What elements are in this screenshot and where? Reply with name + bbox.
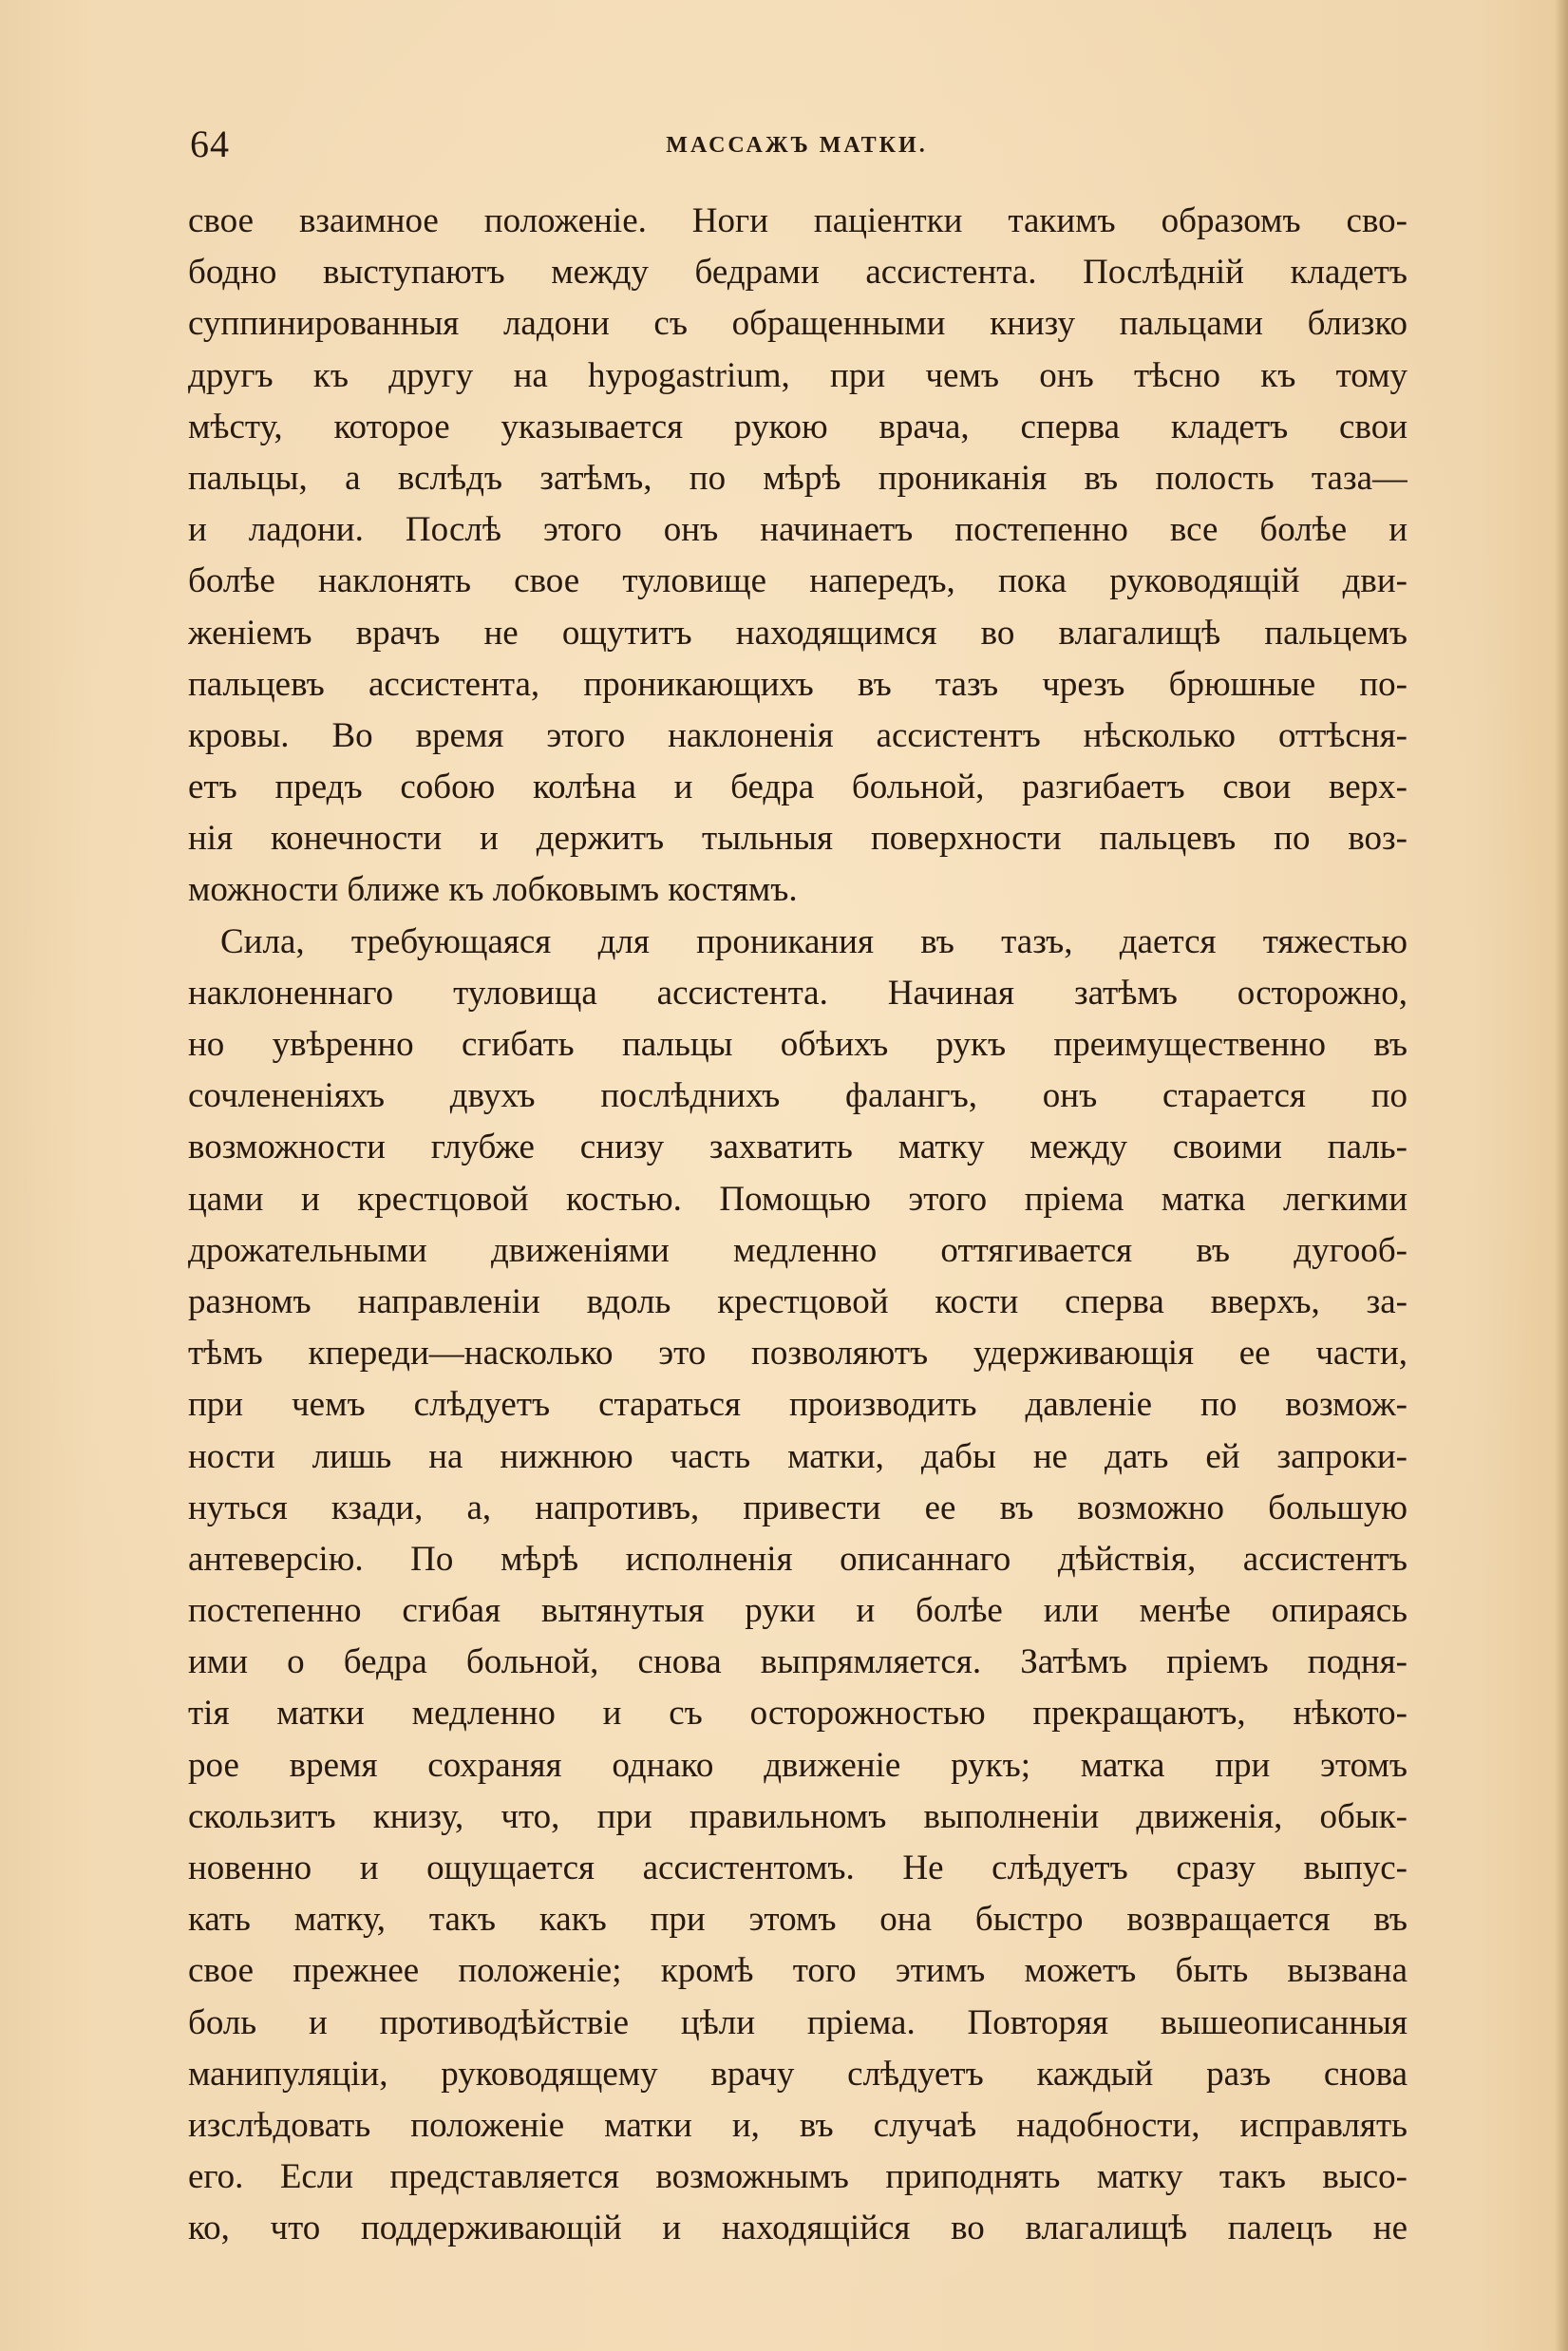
text-line: суппинированныя ладони съ обращенными книзу пальцами близко [188,304,1407,344]
text-line: свое прежнее положеніе; кромѣ того этимъ можетъ быть вызвана [188,1951,1407,1991]
text-line: изслѣдовать положеніе матки и, въ случаѣ надобности, исправлять [188,2105,1407,2145]
text-line: постепенно сгибая вытянутыя руки и болѣе или менѣе опираясь [188,1591,1407,1631]
text-line: но увѣренно сгибать пальцы обѣихъ рукъ преимущественно въ [188,1025,1407,1064]
text-line: ко, что поддерживающій и находящійся во влагалищѣ палецъ не [188,2209,1407,2248]
text-line: тія матки медленно и съ осторожностью прекращаютъ, нѣкото- [188,1694,1407,1734]
running-head: МАССАЖЪ МАТКИ. [666,133,928,158]
text-line: нія конечности и держитъ тыльныя поверхности пальцевъ по воз- [188,819,1407,859]
text-line: женіемъ врачъ не ощутитъ находящимся во влагалищѣ пальцемъ [188,613,1407,653]
text-line: наклоненнаго туловища ассистента. Начиная затѣмъ осторожно, [188,973,1407,1013]
text-line: дрожательными движеніями медленно оттягивается въ дугооб- [188,1230,1407,1270]
text-line: кровы. Во время этого наклоненія ассистентъ нѣсколько оттѣсня- [188,715,1407,755]
text-line: манипуляціи, руководящему врачу слѣдуетъ каждый разъ снова [188,2054,1407,2094]
paragraph-end-line: можности ближе къ лобковымъ костямъ. [188,870,798,910]
text-line: и ладони. Послѣ этого онъ начинаетъ постепенно все болѣе и [188,510,1407,550]
text-line: возможности глубже снизу захватить матку между своими паль- [188,1128,1407,1167]
text-line: пальцевъ ассистента, проникающихъ въ тазъ чрезъ брюшные по- [188,664,1407,704]
page-header [190,116,1404,173]
text-line: нуться кзади, а, напротивъ, привести ее въ возможно большую [188,1488,1407,1527]
text-line: антеверсію. По мѣрѣ исполненія описаннаго дѣйствія, ассистентъ [188,1539,1407,1579]
page-number: 64 [190,123,230,165]
text-line: ими о бедра больной, снова выпрямляется. Затѣмъ пріемъ подня- [188,1642,1407,1682]
text-line: етъ предъ собою колѣна и бедра больной, разгибаетъ свои верх- [188,768,1407,807]
page-edge-shadow [1555,0,1568,2351]
text-line: ности лишь на нижнюю часть матки, дабы не дать ей запроки- [188,1436,1407,1476]
text-line: сочлененіяхъ двухъ послѣднихъ фалангъ, онъ старается по [188,1076,1407,1116]
text-line: болѣе наклонять свое туловище напередъ, пока руководящій дви- [188,561,1407,601]
text-line: его. Если представляется возможнымъ приподнять матку такъ высо- [188,2157,1407,2197]
text-line: скользитъ книзу, что, при правильномъ выполненіи движенія, обык- [188,1796,1407,1836]
text-line: кать матку, такъ какъ при этомъ она быстро возвращается въ [188,1900,1407,1940]
text-line: рое время сохраняя однако движеніе рукъ; матка при этомъ [188,1745,1407,1785]
text-line: тѣмъ кпереди—насколько это позволяютъ удерживающія ее части, [188,1334,1407,1374]
text-line: мѣсту, которое указывается рукою врача, сперва кладетъ свои [188,407,1407,446]
text-line: пальцы, а вслѣдъ затѣмъ, по мѣрѣ прониканія въ полость таза— [188,458,1407,498]
body-text [188,196,1407,2255]
text-line: цами и крестцовой костью. Помощью этого пріема матка легкими [188,1179,1407,1219]
text-line: новенно и ощущается ассистентомъ. Не слѣдуетъ сразу выпус- [188,1849,1407,1887]
text-line: бодно выступаютъ между бедрами ассистента. Послѣдній кладетъ [188,253,1407,293]
paragraph-start-line: Сила, требующаяся для проникания въ тазъ, дается тяжестью [220,921,1407,961]
text-line: при чемъ слѣдуетъ стараться производить давленіе по возмож- [188,1385,1407,1425]
text-line: разномъ направленіи вдоль крестцовой кости сперва вверхъ, за- [188,1281,1407,1321]
text-line: свое взаимное положеніе. Ноги паціентки такимъ образомъ сво- [188,201,1407,240]
text-line: другъ къ другу на hypogastrium, при чемъ онъ тѣсно къ тому [188,355,1407,395]
text-line: боль и противодѣйствіе цѣли пріема. Повторяя вышеописанныя [188,2002,1407,2042]
